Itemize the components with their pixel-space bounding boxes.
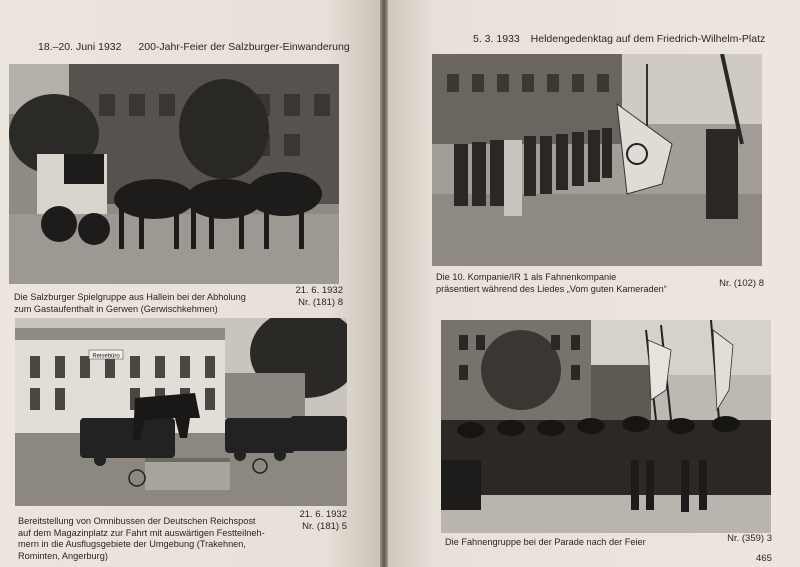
left-header-title: 200-Jahr-Feier der Salzburger-Einwanderung [138,41,350,53]
caption-line: Die 10. Kompanie/IR 1 als Fahnenkompanie [436,272,617,282]
caption-line: auf dem Magazinplatz zur Fahrt mit auswärtigen Festteilneh- [18,527,265,538]
page-number: 465 [756,553,772,564]
caption-line: Bereitstellung von Omnibussen der Deutschen Reichspost [18,516,256,526]
photo-salzburger-spielgruppe [9,64,339,284]
photo-fahnengruppe-parade [441,320,771,533]
right-header-date: 5. 3. 1933 [473,33,520,45]
photo-number: Nr. (102) 8 [719,278,764,289]
right-header-title: Heldengedenktag auf dem Friedrich-Wilhelm-Platz [530,33,766,45]
caption-line: Die Salzburger Spielgruppe aus Hallein bei der Abholung [14,292,246,302]
meta-fahnenkompanie [700,278,764,290]
sign-reiseburo: Reisebüro [92,353,120,360]
left-page-header [38,41,350,53]
caption-salzburger-spielgruppe [14,292,289,315]
meta-salzburger-spielgruppe [280,285,343,308]
caption-line: Die Fahnengruppe bei der Parade nach der Feier [445,537,646,547]
caption-line: zum Gastaufenthalt in Gerwen (Gerwischkehmen) [14,303,218,314]
meta-omnibusse [285,509,347,532]
right-page-header [473,33,765,45]
photo-date: 21. 6. 1932 [299,509,347,520]
caption-line: mern in die Ausflugsgebiete der Umgebung (Trakehnen, [18,539,246,549]
meta-fahnengruppe [700,533,772,545]
photo-number: Nr. (181) 8 [298,296,343,308]
caption-fahnengruppe [445,537,695,549]
book-gutter [380,0,388,567]
photo-number: Nr. (181) 5 [302,520,347,532]
caption-fahnenkompanie [436,272,686,295]
photo-fahnenkompanie [432,54,762,266]
photo-number: Nr. (359) 3 [727,533,772,544]
photo-omnibusse-magazinplatz [15,318,347,506]
caption-line: Rominten, Angerburg) [18,550,108,561]
left-header-date: 18.–20. Juni 1932 [38,41,122,53]
caption-omnibusse [18,516,288,562]
photo-date: 21. 6. 1932 [295,285,343,296]
caption-line: präsentiert während des Liedes „Vom guten Kameraden“ [436,283,667,294]
